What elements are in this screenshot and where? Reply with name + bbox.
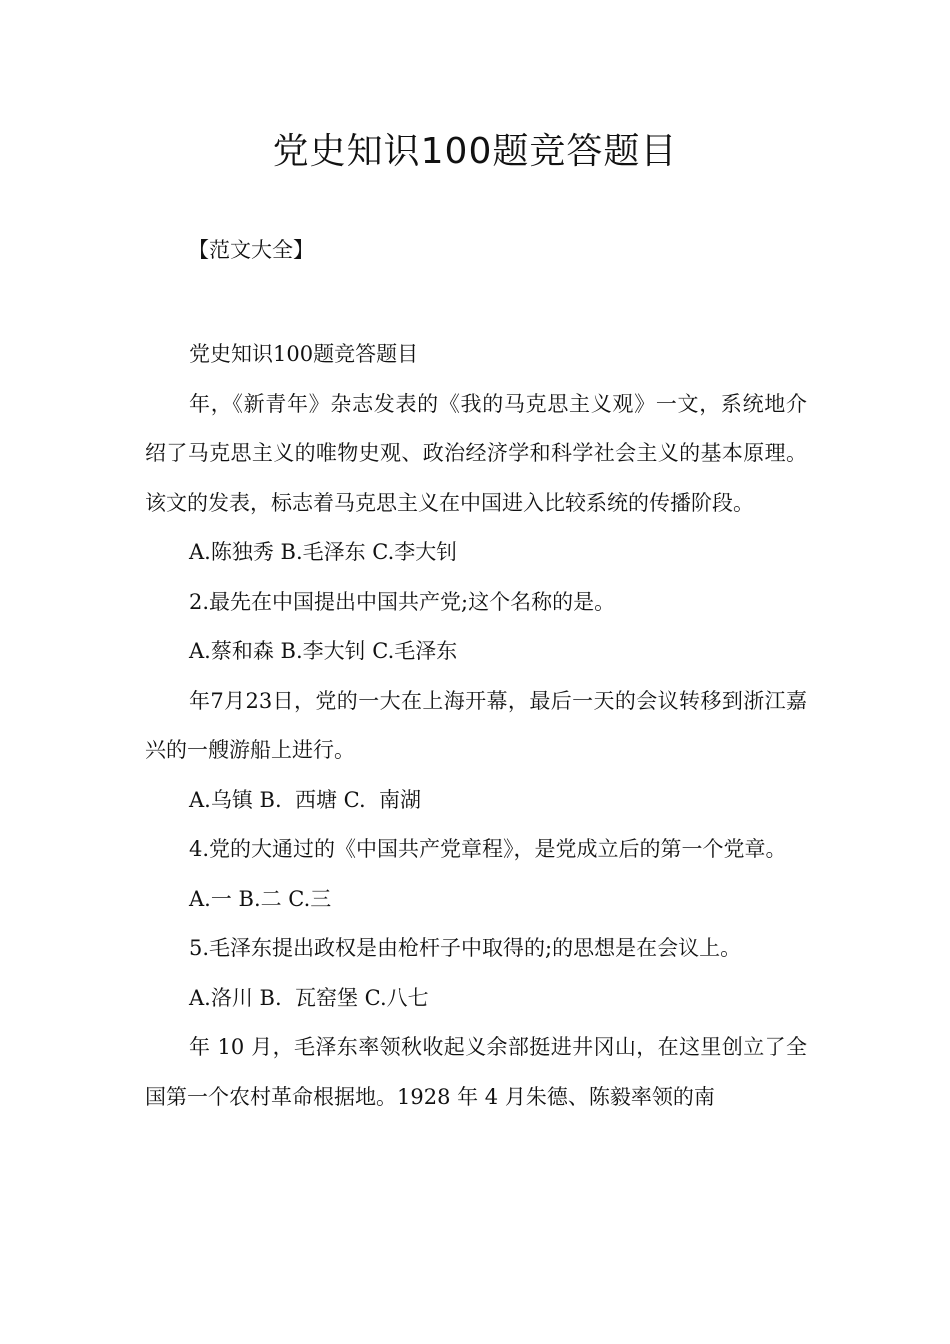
body-paragraph: 党史知识100题竞答题目 (189, 342, 419, 366)
question-paragraph: 年，《新青年》杂志发表的《我的马克思主义观》一文，系统地介绍了马克思主义的唯物史观、政治经济学和科学社会主义的基本原理。该文的发表，标志着马克思主义在中国进入比较系统的传播阶段。 (145, 391, 807, 515)
question-paragraph: 年 10 月，毛泽东率领秋收起义余部挺进井冈山，在这里创立了全国第一个农村革命根据地。1928 年 4 月朱德、陈毅率领的南 (145, 1035, 807, 1109)
question-paragraph: 2.最先在中国提出中国共产党;这个名称的是。 (189, 589, 616, 614)
answer-options: A.乌镇 B. 西塘 C. 南湖 (189, 787, 421, 812)
question-paragraph: 年7月23日，党的一大在上海开幕，最后一天的会议转移到浙江嘉兴的一艘游船上进行。 (145, 688, 807, 762)
document-body (145, 330, 807, 1122)
answer-options: A.一 B.二 C.三 (189, 886, 332, 911)
document-title: 党史知识100题竞答题目 (272, 131, 678, 172)
category-tag: 【范文大全】 (188, 238, 314, 262)
answer-options: A.陈独秀 B.毛泽东 C.李大钊 (189, 540, 458, 564)
answer-options: A.蔡和森 B.李大钊 C.毛泽东 (189, 639, 458, 663)
question-paragraph: 4.党的大通过的《中国共产党章程》，是党成立后的第一个党章。 (189, 837, 787, 861)
question-paragraph: 5.毛泽东提出政权是由枪杆子中取得的;的思想是在会议上。 (189, 936, 742, 960)
answer-options: A.洛川 B. 瓦窑堡 C.八七 (189, 985, 429, 1010)
